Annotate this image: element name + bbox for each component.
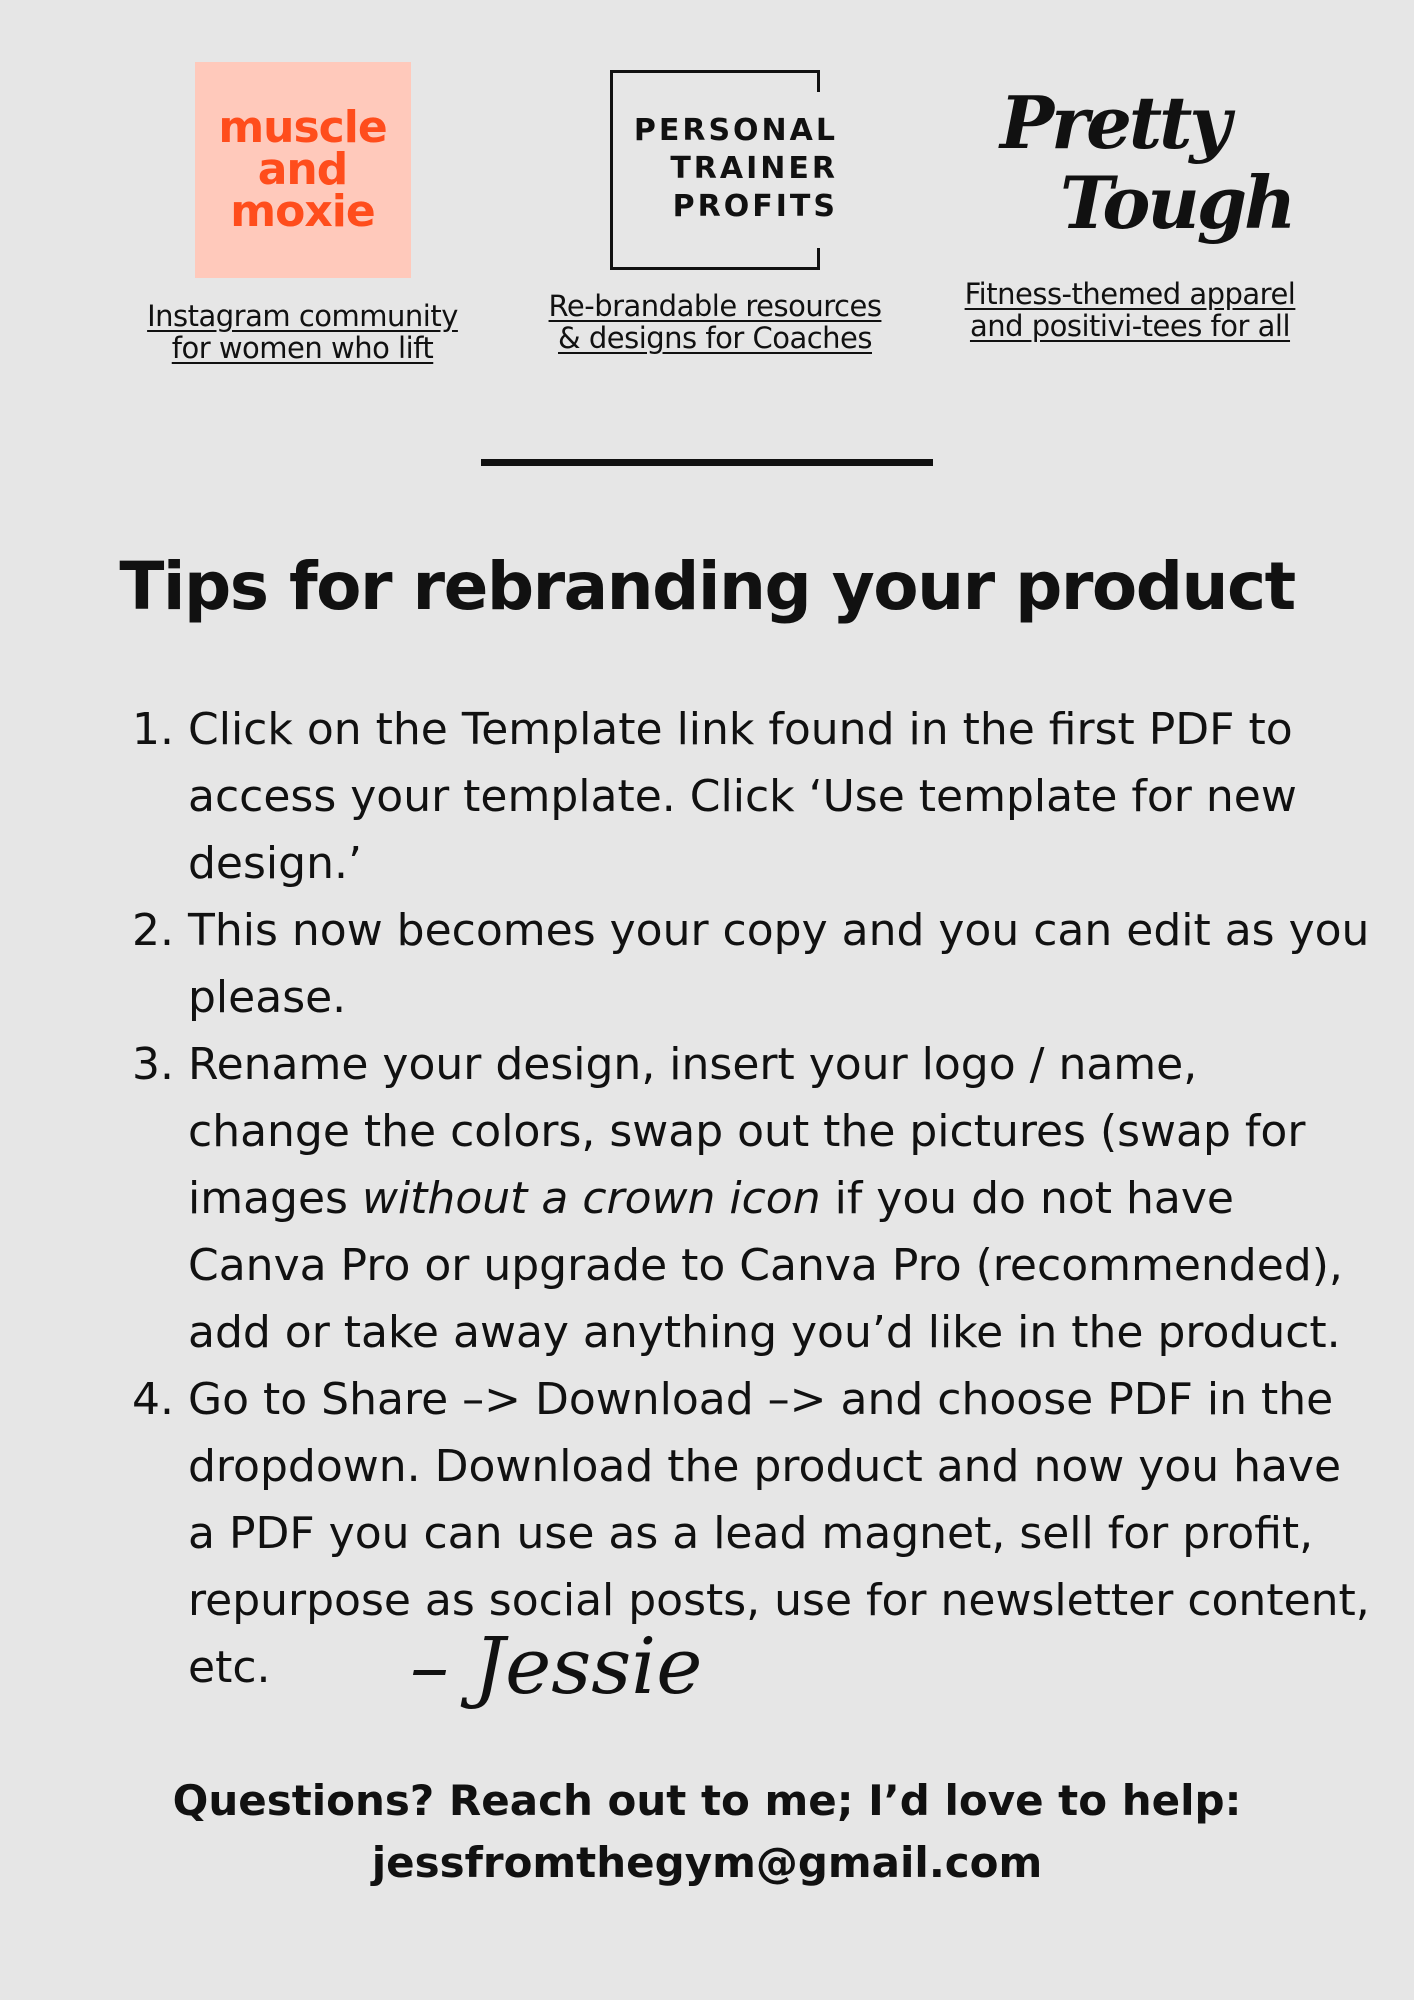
section-divider (481, 459, 933, 466)
caption-line: and positivi-tees for all (969, 309, 1291, 343)
tip-number: 4. (132, 1374, 174, 1425)
tip-text: Click on the Template link found in the first PDF to access your template. Click ‘Use template for new design.’ (188, 704, 1297, 889)
logo-line: Tough (1060, 160, 1294, 245)
contact-prompt: Questions? Reach out to me; I’d love to help: (172, 1776, 1242, 1825)
contact-email-link[interactable]: jessfromthegym@gmail.com (371, 1838, 1043, 1887)
tip-item (132, 897, 1372, 1031)
tip-text: Rename your design, insert your logo / name, change the colors, swap out the pictures (swap for images (188, 1039, 1306, 1224)
muscle-and-moxie-logo (195, 62, 411, 278)
signature: – Jessie (410, 1622, 703, 1712)
tips-list (132, 696, 1372, 1701)
logo-frame (610, 267, 820, 270)
logo-line: and (257, 144, 348, 195)
tip-item (132, 696, 1372, 897)
logo-line: moxie (230, 186, 375, 237)
brand-pretty-tough[interactable] (950, 60, 1310, 342)
personal-trainer-profits-logo (610, 70, 838, 270)
brand-caption-link[interactable] (950, 278, 1310, 342)
tip-item (132, 1366, 1372, 1701)
tip-text: This now becomes your copy and you can edit as you please. (188, 905, 1370, 1023)
caption-line: Re-brandable resources (548, 289, 882, 323)
caption-line: Fitness-themed apparel (964, 277, 1296, 311)
logo-line: muscle (218, 102, 387, 153)
pretty-tough-logo (990, 80, 1294, 280)
caption-line: for women who lift (171, 331, 434, 365)
logo-frame (817, 70, 820, 92)
caption-line: Instagram community (147, 299, 458, 333)
tip-text: Go to Share –> Download –> and choose PDF in the dropdown. Download the product and now you have a PDF you can use as a lead magnet, sell for profit, repurpose as social posts, use for newsletter content, etc. (188, 1374, 1370, 1693)
tip-text: if you do not have Canva Pro or upgrade to Canva Pro (recommended), add or take away anything you’d like in the product. (188, 1173, 1343, 1358)
logo-line: PROFITS (672, 189, 838, 224)
brand-personal-trainer-profits[interactable] (530, 60, 900, 354)
tip-number: 2. (132, 905, 174, 956)
logo-frame (817, 248, 820, 270)
brand-caption-link[interactable] (130, 300, 475, 364)
brand-logos-row (0, 60, 1414, 380)
logo-frame (610, 70, 820, 73)
logo-line: Pretty (1000, 80, 1229, 165)
contact-block (0, 1770, 1414, 1894)
caption-line: & designs for Coaches (558, 321, 872, 355)
page-title: Tips for rebranding your product (119, 548, 1295, 625)
brand-caption-link[interactable] (530, 290, 900, 354)
brand-muscle-and-moxie[interactable] (130, 60, 475, 364)
tip-number: 3. (132, 1039, 174, 1090)
logo-line: TRAINER (670, 151, 838, 186)
tip-item (132, 1031, 1372, 1366)
logo-line: PERSONAL (633, 113, 838, 148)
logo-words (628, 112, 838, 226)
tip-number: 1. (132, 704, 174, 755)
tip-text-emphasis: without a crown icon (361, 1173, 821, 1224)
logo-frame (610, 70, 613, 270)
